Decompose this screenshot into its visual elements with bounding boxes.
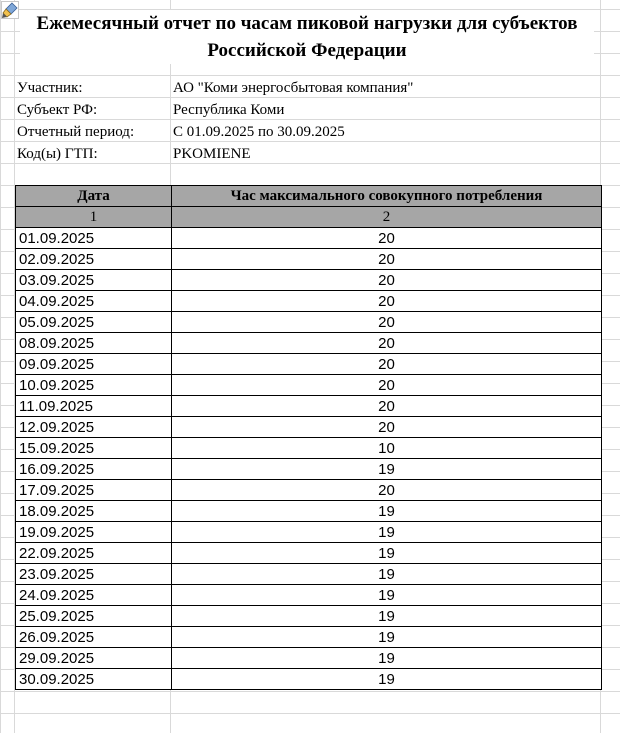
date-cell: 30.09.2025 xyxy=(16,669,172,690)
date-cell: 19.09.2025 xyxy=(16,522,172,543)
peak-hour-cell: 19 xyxy=(172,543,602,564)
period-value: С 01.09.2025 по 30.09.2025 xyxy=(173,124,345,140)
table-row xyxy=(16,354,602,375)
table-row xyxy=(16,438,602,459)
peak-hour-cell: 20 xyxy=(172,480,602,501)
peak-hour-cell: 19 xyxy=(172,522,602,543)
peak-hour-cell: 19 xyxy=(172,501,602,522)
participant-value: АО "Коми энергосбытовая компания" xyxy=(173,80,414,96)
date-cell: 18.09.2025 xyxy=(16,501,172,522)
region-label: Субъект РФ: xyxy=(17,102,98,118)
peak-hour-cell: 20 xyxy=(172,354,602,375)
peak-hour-cell: 19 xyxy=(172,669,602,690)
table-row xyxy=(16,522,602,543)
peak-hour-cell: 20 xyxy=(172,417,602,438)
table-row xyxy=(16,270,602,291)
column-number-2: 2 xyxy=(172,207,602,228)
participant-label: Участник: xyxy=(17,80,83,96)
table-row xyxy=(16,543,602,564)
gtp-code-value: PKOMIENE xyxy=(173,146,251,162)
table-row xyxy=(16,291,602,312)
table-row xyxy=(16,228,602,249)
report-title: Ежемесячный отчет по часам пиковой нагрузки для субъектов Российской Федерации xyxy=(20,10,594,64)
column-number-1: 1 xyxy=(16,207,172,228)
date-cell: 29.09.2025 xyxy=(16,648,172,669)
peak-hour-cell: 20 xyxy=(172,396,602,417)
date-cell: 23.09.2025 xyxy=(16,564,172,585)
paintbrush-icon[interactable] xyxy=(1,1,19,19)
date-cell: 02.09.2025 xyxy=(16,249,172,270)
peak-hours-table xyxy=(15,185,602,690)
date-cell: 17.09.2025 xyxy=(16,480,172,501)
date-cell: 03.09.2025 xyxy=(16,270,172,291)
peak-hour-cell: 19 xyxy=(172,585,602,606)
header-date: Дата xyxy=(16,186,172,207)
table-row xyxy=(16,312,602,333)
date-cell: 04.09.2025 xyxy=(16,291,172,312)
table-row xyxy=(16,585,602,606)
peak-hour-cell: 19 xyxy=(172,627,602,648)
peak-hour-cell: 20 xyxy=(172,375,602,396)
date-cell: 09.09.2025 xyxy=(16,354,172,375)
table-row xyxy=(16,417,602,438)
date-cell: 25.09.2025 xyxy=(16,606,172,627)
date-cell: 05.09.2025 xyxy=(16,312,172,333)
date-cell: 08.09.2025 xyxy=(16,333,172,354)
table-row xyxy=(16,627,602,648)
table-row xyxy=(16,375,602,396)
table-row xyxy=(16,564,602,585)
peak-hour-cell: 20 xyxy=(172,270,602,291)
date-cell: 12.09.2025 xyxy=(16,417,172,438)
table-row xyxy=(16,606,602,627)
date-cell: 24.09.2025 xyxy=(16,585,172,606)
date-cell: 01.09.2025 xyxy=(16,228,172,249)
peak-hour-cell: 19 xyxy=(172,459,602,480)
peak-hour-cell: 20 xyxy=(172,249,602,270)
date-cell: 11.09.2025 xyxy=(16,396,172,417)
period-label: Отчетный период: xyxy=(17,124,135,140)
table-row xyxy=(16,459,602,480)
table-row xyxy=(16,249,602,270)
table-row xyxy=(16,396,602,417)
peak-hour-cell: 19 xyxy=(172,564,602,585)
peak-hour-cell: 20 xyxy=(172,228,602,249)
table-row xyxy=(16,648,602,669)
region-value: Республика Коми xyxy=(173,102,285,118)
peak-hour-cell: 20 xyxy=(172,333,602,354)
peak-hour-cell: 20 xyxy=(172,291,602,312)
peak-hour-cell: 20 xyxy=(172,312,602,333)
gtp-code-label: Код(ы) ГТП: xyxy=(17,146,98,162)
peak-hour-cell: 19 xyxy=(172,606,602,627)
date-cell: 26.09.2025 xyxy=(16,627,172,648)
peak-hour-cell: 19 xyxy=(172,648,602,669)
date-cell: 22.09.2025 xyxy=(16,543,172,564)
table-row xyxy=(16,480,602,501)
peak-hour-cell: 10 xyxy=(172,438,602,459)
table-row xyxy=(16,501,602,522)
date-cell: 16.09.2025 xyxy=(16,459,172,480)
date-cell: 10.09.2025 xyxy=(16,375,172,396)
column-number-row xyxy=(16,207,602,228)
table-header-row xyxy=(16,186,602,207)
header-peak-hour: Час максимального совокупного потребления xyxy=(172,186,602,207)
date-cell: 15.09.2025 xyxy=(16,438,172,459)
table-row xyxy=(16,669,602,690)
table-row xyxy=(16,333,602,354)
